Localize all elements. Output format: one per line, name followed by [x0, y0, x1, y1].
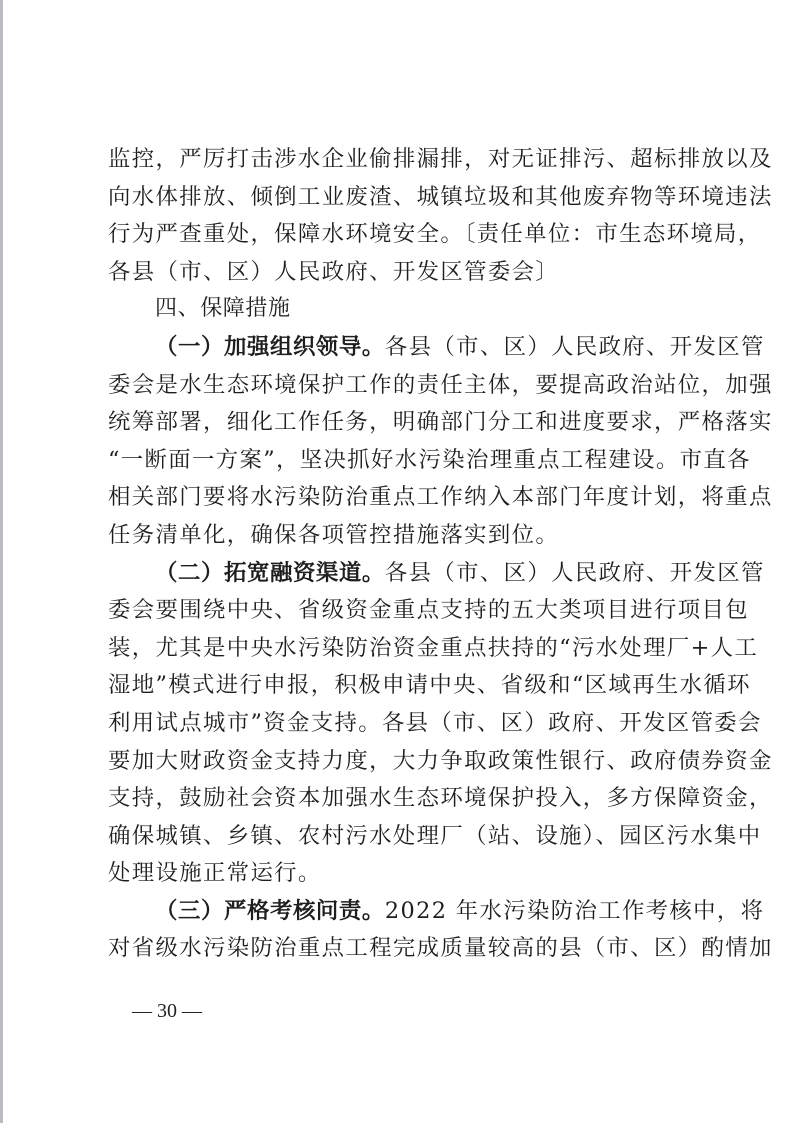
text-line: “一断面一方案”，坚决抓好水污染治理重点工程建设。市直各 [108, 446, 751, 473]
item-first-line [108, 332, 765, 370]
text-line: 确保城镇、乡镇、农村污水处理厂（站、设施）、园区污水集中 [108, 822, 762, 849]
text-line: 行为严查重处，保障水环境安全。〔责任单位：市生态环境局， [108, 221, 762, 248]
text-line: 湿地”模式进行申报，积极申请中央、省级和“区域再生水循环 [108, 672, 751, 699]
text-line: 统筹部署，细化工作任务，明确部门分工和进度要求，严格落实 [108, 409, 773, 436]
text-line: 处理设施正常运行。 [108, 860, 322, 887]
item-2-paragraph [108, 558, 773, 896]
text-line: 委会是水生态环境保护工作的责任主体，要提高政治站位，加强 [108, 371, 773, 398]
item-3-paragraph [108, 896, 773, 971]
text-line: 任务清单化，确保各项管控措施落实到位。 [108, 521, 560, 548]
document-page-body [108, 144, 773, 971]
text-line: 委会要围绕中央、省级资金重点支持的五大类项目进行项目包 [108, 597, 749, 624]
text-line: 要加大财政资金支持力度，大力争取政策性银行、政府债券资金 [108, 747, 773, 774]
text-line: 相关部门要将水污染防治重点工作纳入本部门年度计划，将重点 [108, 484, 773, 511]
item-text: 各县（市、区）人民政府、开发区管 [384, 559, 765, 586]
item-title: （二）拓宽融资渠道。 [155, 559, 385, 586]
item-text: 2022 年水污染防治工作考核中，将 [384, 897, 765, 924]
text-line: 支持，鼓励社会资本加强水生态环境保护投入，多方保障资金， [108, 785, 773, 812]
text-line: 对省级水污染防治重点工程完成质量较高的县（市、区）酌情加 [108, 935, 773, 962]
item-first-line [108, 896, 765, 934]
item-title: （三）严格考核问责。 [155, 897, 385, 924]
text-line: 装，尤其是中央水污染防治资金重点扶持的“污水处理厂+人工 [108, 634, 759, 661]
item-first-line [108, 558, 765, 596]
continued-paragraph [108, 144, 773, 294]
page-number: — 30 — [132, 1000, 202, 1022]
item-title: （一）加强组织领导。 [155, 333, 385, 360]
text-line: 各县（市、区）人民政府、开发区管委会〕 [108, 258, 560, 285]
text-line: 利用试点城市”资金支持。各县（市、区）政府、开发区管委会 [108, 709, 762, 736]
scan-edge-line [0, 0, 3, 1123]
section-heading: 四、保障措施 [155, 296, 291, 322]
item-text: 各县（市、区）人民政府、开发区管 [384, 333, 765, 360]
item-1-paragraph [108, 332, 773, 558]
text-line: 监控，严厉打击涉水企业偷排漏排，对无证排污、超标排放以及 [108, 146, 773, 172]
text-line: 向水体排放、倾倒工业废渣、城镇垃圾和其他废弃物等环境违法 [108, 183, 773, 210]
